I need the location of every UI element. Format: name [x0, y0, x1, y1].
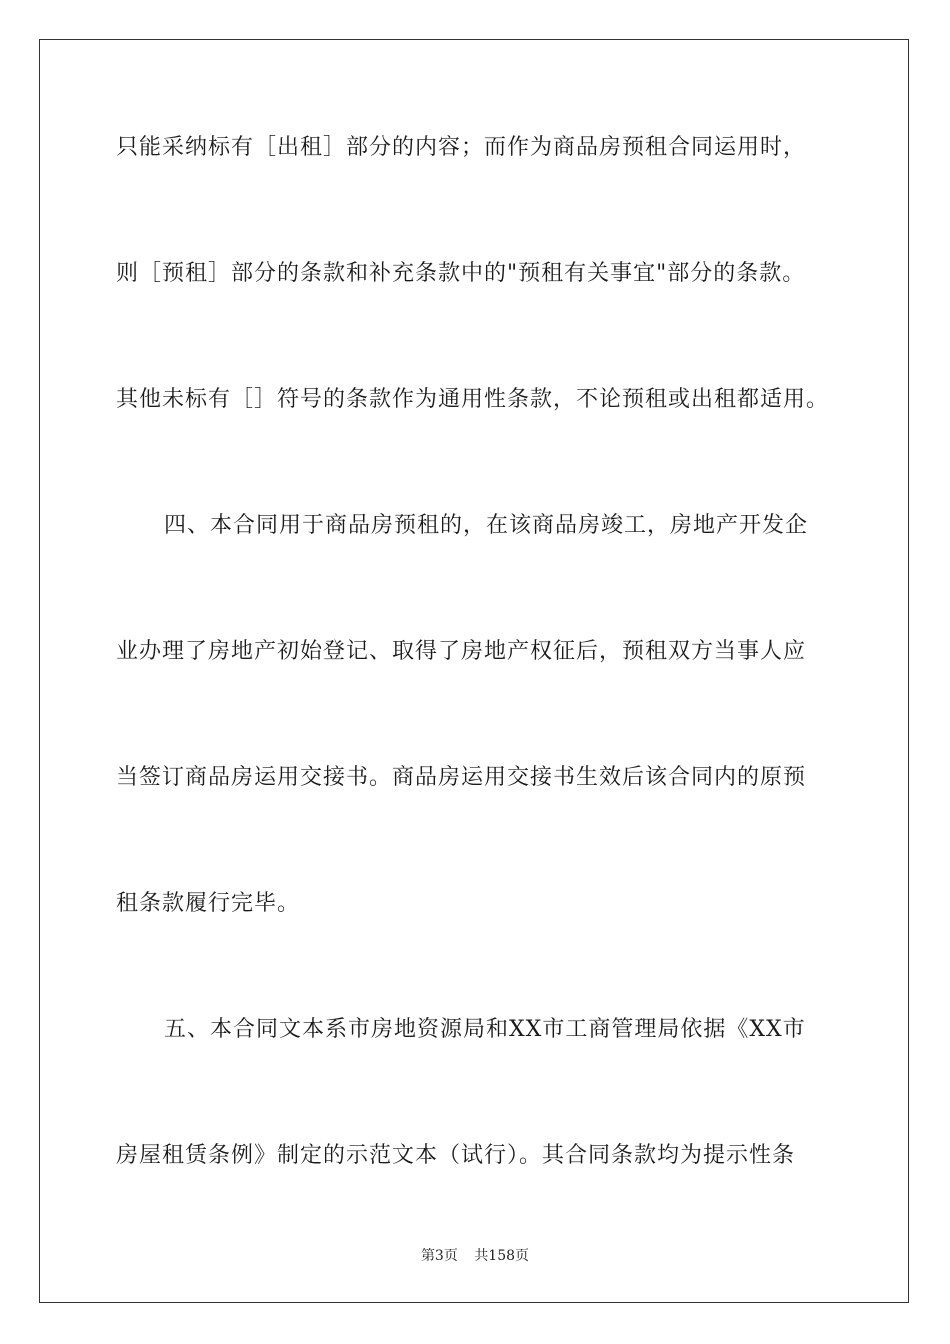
text-line-4: 四、本合同用于商品房预租的，在该商品房竣工，房地产开发企: [164, 513, 809, 538]
text-line-6: 当签订商品房运用交接书。商品房运用交接书生效后该合同内的原预: [116, 765, 807, 790]
text-line-5: 业办理了房地产初始登记、取得了房地产权征后，预租双方当事人应: [116, 639, 807, 664]
text-line-3: 其他未标有［］符号的条款作为通用性条款，不论预租或出租都适用。: [116, 387, 830, 412]
page-total: 共158页: [474, 1248, 530, 1264]
text-line-7: 租条款履行完毕。: [116, 891, 301, 916]
text-line-1: 只能采纳标有［出租］部分的内容；而作为商品房预租合同运用时，: [116, 135, 807, 160]
page-frame: [39, 39, 909, 1303]
page-footer: [0, 1246, 950, 1266]
text-line-2: 则［预租］部分的条款和补充条款中的"预租有关事宜"部分的条款。: [116, 261, 806, 286]
text-line-9: 房屋租赁条例》制定的示范文本（试行）。其合同条款均为提示性条: [116, 1143, 796, 1168]
page-number: 第3页: [420, 1248, 458, 1264]
text-line-8: 五、本合同文本系市房地资源局和XX市工商管理局依据《XX市: [164, 1017, 806, 1042]
